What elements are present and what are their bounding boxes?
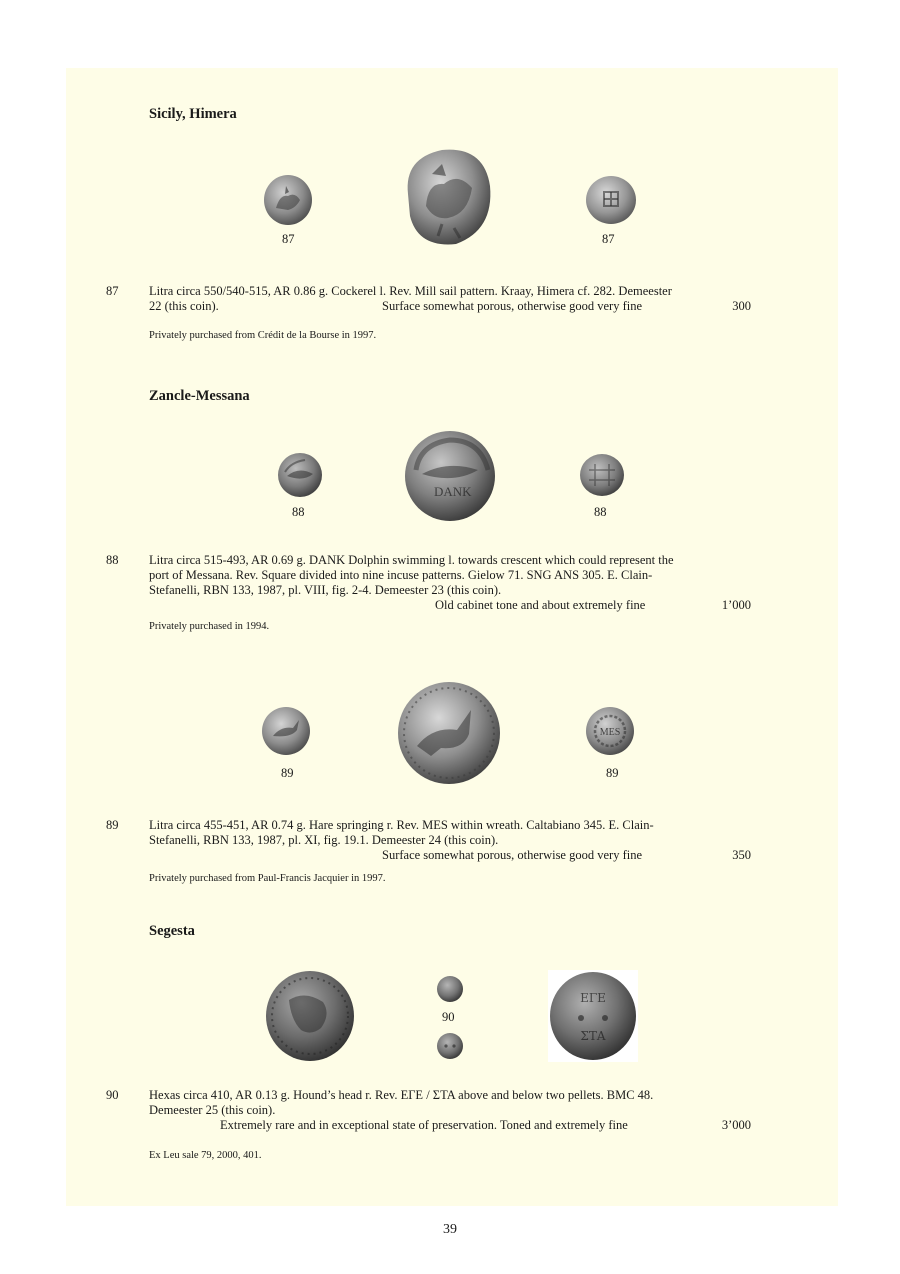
- coin-label-87-right: 87: [602, 232, 615, 246]
- section-heading-himera: Sicily, Himera: [149, 106, 237, 122]
- lot-description-88: [149, 553, 751, 613]
- coin-90-inscription-bottom: ΣΤΑ: [580, 1029, 606, 1043]
- coin-89-obverse-small: [261, 706, 311, 756]
- coin-89-obverse-enlarged: [397, 680, 501, 786]
- coin-87-obverse-small: [262, 174, 314, 226]
- coin-label-88-right: 88: [594, 505, 607, 519]
- lot-88-desc-line: Stefanelli, RBN 133, 1987, pl. VIII, fig. 2-4. Demeester 23 (this coin).: [149, 583, 502, 597]
- lot-89-grade: Surface somewhat porous, otherwise good very fine: [382, 848, 642, 862]
- coin-87-reverse: [584, 174, 638, 226]
- coin-label-89-left: 89: [281, 766, 294, 780]
- lot-description-87: [149, 284, 751, 314]
- coin-88-obverse-small: [277, 452, 323, 498]
- lot-87-price: 300: [732, 299, 751, 313]
- coin-88-reverse: [579, 452, 625, 498]
- page-number: 39: [443, 1222, 457, 1237]
- lot-number-87: 87: [106, 284, 119, 298]
- section-heading-zancle-messana: Zancle-Messana: [149, 388, 250, 404]
- coin-90-reverse-actual-size: [436, 1032, 464, 1060]
- coin-label-89-right: 89: [606, 766, 619, 780]
- lot-88-grade: Old cabinet tone and about extremely fine: [435, 598, 646, 612]
- lot-description-90: [149, 1088, 751, 1133]
- lot-description-89: [149, 818, 751, 863]
- coin-90-inscription-top: ΕΓΕ: [580, 991, 606, 1005]
- coin-label-90: 90: [442, 1010, 455, 1024]
- lot-90-price: 3’000: [721, 1118, 751, 1132]
- coin-88-obverse-enlarged: [404, 430, 496, 522]
- lot-89-desc-line: Stefanelli, RBN 133, 1987, pl. XI, fig. 19.1. Demeester 24 (this coin).: [149, 833, 499, 847]
- lot-89-price: 350: [732, 848, 751, 862]
- coin-89-reverse: [585, 706, 635, 756]
- lot-88-grade-line: [149, 598, 751, 613]
- lot-87-desc-line2: 22 (this coin).: [149, 299, 219, 313]
- lot-88-desc-line: port of Messana. Rev. Square divided into nine incuse patterns. Gielow 71. SNG ANS 305. E. Clain-: [149, 568, 653, 582]
- lot-90-grade: Extremely rare and in exceptional state of preservation. Toned and extremely fine: [220, 1118, 628, 1132]
- lot-90-desc-line: Hexas circa 410, AR 0.13 g. Hound’s head r. Rev. ΕΓΕ / ΣΤΑ above and below two pellets. BMC 48.: [149, 1088, 654, 1102]
- lot-88-desc-line: Litra circa 515-493, AR 0.69 g. DANK Dolphin swimming l. towards crescent which could represent the: [149, 553, 674, 567]
- lot-89-grade-line: [149, 848, 751, 863]
- coin-label-88-left: 88: [292, 505, 305, 519]
- lot-number-89: 89: [106, 818, 119, 832]
- lot-87-desc-line: Litra circa 550/540-515, AR 0.86 g. Cockerel l. Rev. Mill sail pattern. Kraay, Himera cf. 282. Demeester: [149, 284, 672, 298]
- lot-90-grade-line: [149, 1118, 751, 1133]
- lot-87-grade: Surface somewhat porous, otherwise good very fine: [382, 299, 642, 313]
- section-heading-segesta: Segesta: [149, 923, 195, 939]
- coin-87-obverse-enlarged: [398, 144, 496, 248]
- lot-88-price: 1’000: [721, 598, 751, 612]
- lot-90-provenance: Ex Leu sale 79, 2000, 401.: [149, 1150, 262, 1161]
- coin-90-obverse-enlarged: [265, 970, 355, 1062]
- lot-89-provenance: Privately purchased from Paul-Francis Jacquier in 1997.: [149, 873, 386, 884]
- coin-88-inscription: DANK: [434, 484, 472, 499]
- lot-87-provenance: Privately purchased from Crédit de la Bourse in 1997.: [149, 330, 377, 341]
- lot-number-90: 90: [106, 1088, 119, 1102]
- lot-89-desc-line: Litra circa 455-451, AR 0.74 g. Hare springing r. Rev. MES within wreath. Caltabiano 345. E. Clain-: [149, 818, 654, 832]
- coin-89-inscription: MES: [599, 727, 621, 738]
- coin-90-reverse-enlarged: [548, 970, 638, 1062]
- coin-90-obverse-actual-size: [436, 975, 464, 1003]
- coin-label-87-left: 87: [282, 232, 295, 246]
- lot-88-provenance: Privately purchased in 1994.: [149, 621, 270, 632]
- lot-90-desc-line: Demeester 25 (this coin).: [149, 1103, 276, 1117]
- lot-number-88: 88: [106, 553, 119, 567]
- lot-87-desc-line: [149, 299, 751, 314]
